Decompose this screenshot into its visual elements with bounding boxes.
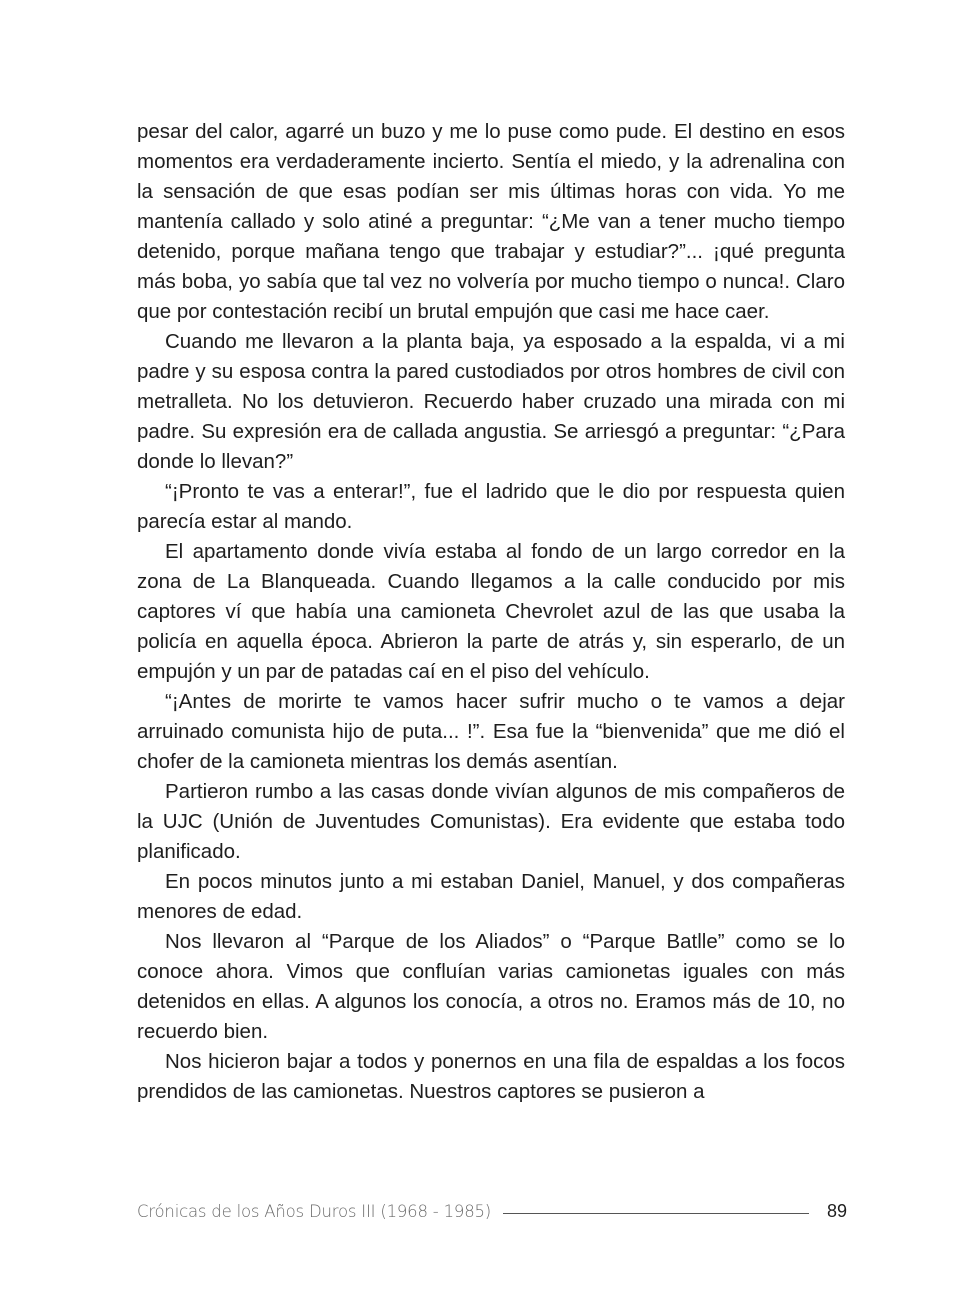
paragraph: Nos hicieron bajar a todos y ponernos en una fila de espaldas a los focos prendidos de las camionetas. Nuestros captores se pusieron a	[137, 1050, 845, 1103]
footer-divider	[503, 1213, 809, 1214]
page-footer	[137, 1196, 847, 1226]
paragraph: “¡Pronto te vas a enterar!”, fue el ladrido que le dio por respuesta quien parecía estar al mando.	[137, 480, 845, 533]
paragraph: El apartamento donde vivía estaba al fondo de un largo corredor en la zona de La Blanqueada. Cuando llegamos a la calle conducido por mis captores ví que había una camioneta Chevrolet azul de las que usaba la policía en aquella época. Abrieron la parte de atrás y, sin esperarlo, de un empujón y un par de patadas caí en el piso del vehículo.	[137, 540, 845, 683]
paragraph: En pocos minutos junto a mi estaban Daniel, Manuel, y dos compañeras menores de edad.	[137, 870, 845, 923]
paragraph: Nos llevaron al “Parque de los Aliados” o “Parque Batlle” como se lo conoce ahora. Vimos que confluían varias camionetas iguales con más detenidos en ellas. A algunos los conocía, a otros no. Eramos más de 10, no recuerdo bien.	[137, 930, 845, 1043]
body-text	[137, 117, 845, 1107]
page-number: 89	[826, 1200, 847, 1221]
paragraph: pesar del calor, agarré un buzo y me lo puse como pude. El destino en esos momentos era verdaderamente incierto. Sentía el miedo, y la adrenalina con la sensación de que esas podían ser mis últimas horas con vida. Yo me mantenía callado y solo atiné a preguntar: “¿Me van a tener mucho tiempo detenido, porque mañana tengo que trabajar y estudiar?”... ¡qué pregunta más boba, yo sabía que tal vez no volvería por mucho tiempo o nunca!. Claro que por contestación recibí un brutal empujón que casi me hace caer.	[137, 120, 845, 323]
running-footer-title: Crónicas de los Años Duros III (1968 - 1985)	[137, 1201, 492, 1221]
paragraph: “¡Antes de morirte te vamos hacer sufrir mucho o te vamos a dejar arruinado comunista hijo de puta... !”. Esa fue la “bienvenida” que me dió el chofer de la camioneta mientras los demás asentían.	[137, 690, 845, 773]
paragraph: Partieron rumbo a las casas donde vivían algunos de mis compañeros de la UJC (Unión de Juventudes Comunistas). Era evidente que estaba todo planificado.	[137, 780, 845, 863]
paragraph: Cuando me llevaron a la planta baja, ya esposado a la espalda, vi a mi padre y su esposa contra la pared custodiados por otros hombres de civil con metralleta. No los detuvieron. Recuerdo haber cruzado una mirada con mi padre. Su expresión era de callada angustia. Se arriesgó a preguntar: “¿Para donde lo llevan?”	[137, 330, 845, 473]
